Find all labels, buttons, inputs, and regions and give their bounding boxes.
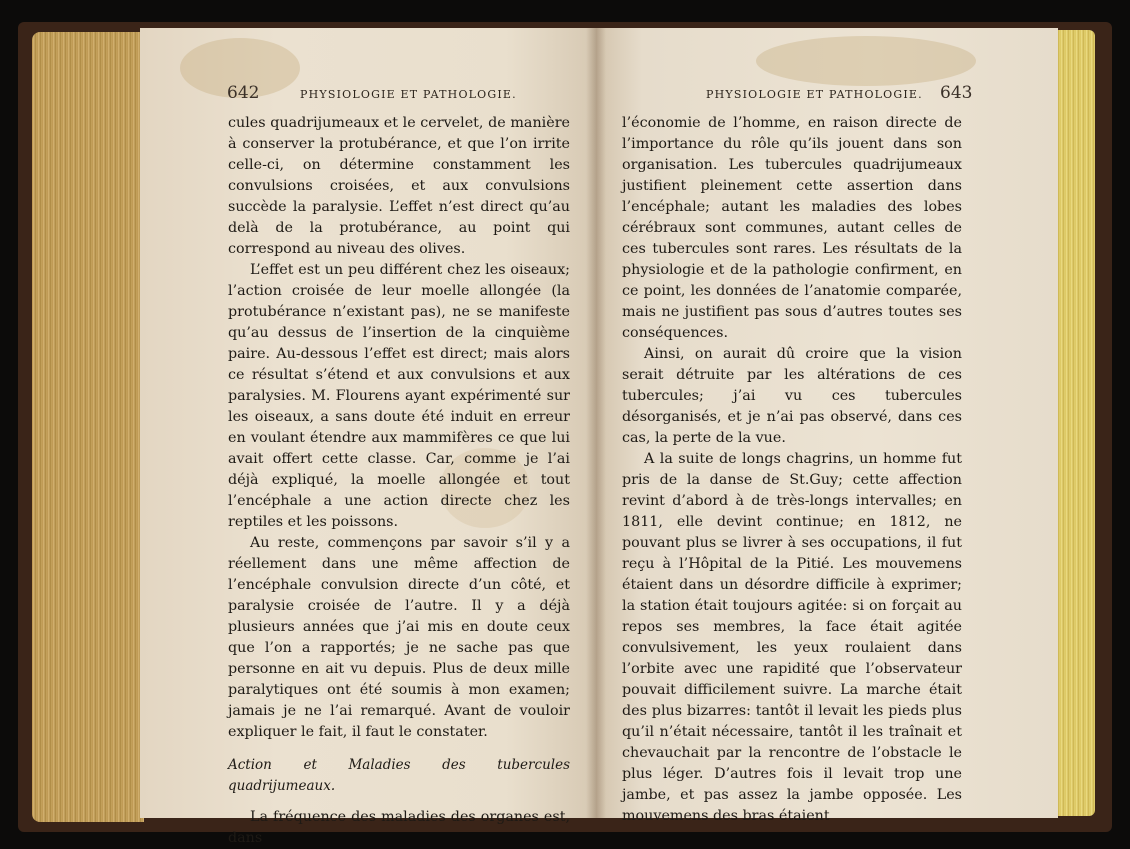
left-paragraph-3: Au reste, commençons par savoir s’il y a réellement dans une même affection de l’encéphale convulsion directe d’un côté, et paralysie croisée de l’autre. Il y a déjà plusieurs années que j’ai mis en doute ceux que l’on a rapportés; je ne sache pas que personne en ait vu depuis. Plus de deux mille paralytiques ont été soumis à mon examen; jamais je ne l’ai remarqué. Avant de vouloir expliquer le fait, il faut le constater. (228, 535, 570, 740)
right-paragraph-3: A la suite de longs chagrins, un homme fut pris de la danse de St.Guy; cette affection revint d’abord à de très-longs intervalles; en 1811, elle devint continue; en 1812, ne pouvant plus se livrer à ses occupations, il fut reçu à l’Hôpital de la Pitié. Les mouvemens étaient dans un désordre difficile à exprimer; la station était toujours agitée: si on forçait au repos ses membres, la face était agitée convulsivement, les yeux roulaient dans l’orbite avec une rapidité que l’observateur pouvait difficilement suivre. La marche était des plus bizarres: tantôt il levait les pieds plus qu’il n’était nécessaire, tantôt il les traînait et chevauchait par la rencontre de l’obstacle le plus léger. D’autres fois il levait trop une jambe, et pas assez la jambe opposée. Les mouvemens des bras étaient (622, 451, 962, 824)
left-page-body (228, 113, 570, 849)
left-paragraph-4: La fréquence des maladies des organes est, dans (228, 809, 570, 846)
right-running-head: PHYSIOLOGIE ET PATHOLOGIE. (706, 88, 923, 101)
paper-stain (756, 36, 976, 86)
left-page-edges (32, 32, 144, 822)
left-running-head: PHYSIOLOGIE ET PATHOLOGIE. (300, 88, 517, 101)
right-paragraph-1: l’économie de l’homme, en raison directe de l’importance du rôle qu’ils jouent dans son organisation. Les tubercules quadrijumeaux justifient pleinement cette assertion dans l’encéphale; autant les maladies des lobes cérébraux sont communes, autant celles de ces tubercules sont rares. Les résultats de la physiologie et de la pathologie confirment, en ce point, les données de l’anatomie comparée, mais ne justifient pas sous d’autres toutes ses conséquences. (622, 115, 962, 341)
book-gutter (586, 28, 606, 818)
left-paragraph-1: cules quadrijumeaux et le cervelet, de manière à conserver la protubérance, et que l’on irrite celle-ci, on détermine constamment les convulsions croisées, et aux convulsions succède la paralysie. L’effet n’est direct qu’au delà de la protubérance, au point qui correspond au niveau des olives. (228, 115, 570, 257)
section-title: Action et Maladies des tubercules quadrijumeaux. (228, 757, 570, 794)
left-page-number: 642 (227, 83, 260, 103)
right-page-number: 643 (940, 83, 973, 103)
right-page-body (622, 113, 962, 827)
right-paragraph-2: Ainsi, on aurait dû croire que la vision serait détruite par les altérations de ces tubercules; j’ai vu ces tubercules désorganisés, et je n’ai pas observé, dans ces cas, la perte de la vue. (622, 346, 962, 446)
left-paragraph-2: L’effet est un peu différent chez les oiseaux; l’action croisée de leur moelle allongée (la protubérance n’existant pas), ne se manifeste qu’au dessus de l’insertion de la cinquième paire. Au-dessous l’effet est direct; mais alors ce résultat s’étend et aux convulsions et aux paralysies. M. Flourens ayant expérimenté sur les oiseaux, a sans doute été induit en erreur en voulant étendre aux mammifères ce que lui avait offert cette classe. Car, comme je l’ai déjà expliqué, la moelle allongée et tout l’encéphale a une action directe chez les reptiles et les poissons. (228, 262, 570, 530)
